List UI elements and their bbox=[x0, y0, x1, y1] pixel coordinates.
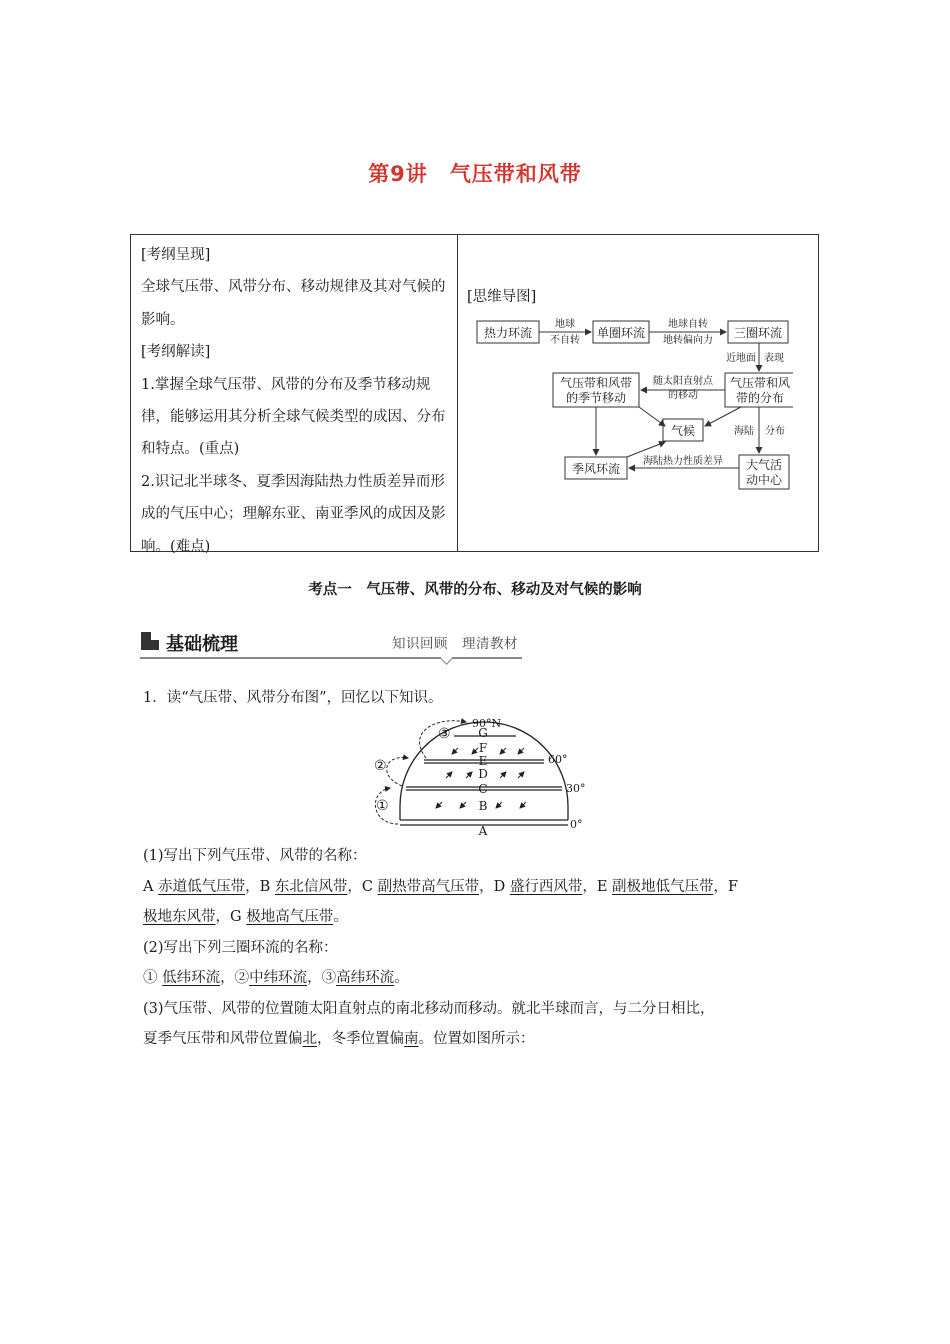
belt-label-G: G bbox=[478, 726, 488, 740]
answers-cells-line bbox=[143, 963, 823, 994]
p3-text-b: ，冬季位置偏 bbox=[317, 1031, 404, 1047]
wind-arrow bbox=[466, 772, 472, 778]
pressure-belt-diagram bbox=[366, 712, 596, 837]
tag-interpretation: [考纲解读] bbox=[141, 344, 211, 361]
mm-sea-land: 海陆 bbox=[734, 426, 754, 437]
belt-label-A: A bbox=[478, 824, 488, 837]
mm-earth-rotation: 地球自转 bbox=[668, 319, 708, 330]
mm-belts-1: 气压带和风 bbox=[729, 376, 791, 390]
prefix-C: ，C bbox=[347, 878, 378, 895]
mindmap-tag: [思维导图] bbox=[467, 289, 537, 305]
tag-presentation: [考纲呈现] bbox=[141, 247, 211, 263]
wind-arrow bbox=[520, 802, 526, 808]
prefix-c1: ① bbox=[143, 970, 163, 986]
jichu-banner bbox=[140, 628, 522, 660]
lecture-topic: 气压带和风带 bbox=[449, 162, 582, 186]
arrow-belts-climate bbox=[705, 407, 741, 426]
wind-arrow bbox=[452, 748, 458, 754]
answers-belts-line-1 bbox=[143, 872, 823, 903]
answer-B: 东北信风带 bbox=[274, 878, 348, 895]
prefix-E: ，E bbox=[582, 878, 613, 895]
prefix-c2: ，② bbox=[220, 970, 250, 986]
banner-underline bbox=[140, 657, 522, 659]
section-heading: 考点一 气压带、风带的分布、移动及对气候的影响 bbox=[308, 582, 642, 598]
mm-manifest: 表现 bbox=[764, 353, 784, 364]
wind-arrow bbox=[518, 748, 524, 754]
banner-title: 基础梳理 bbox=[166, 634, 238, 655]
mm-distribution: 分布 bbox=[765, 426, 785, 437]
mm-single: 单圈环流 bbox=[596, 326, 646, 340]
lat-30: 30° bbox=[566, 782, 586, 795]
answer-south: 南 bbox=[404, 1031, 419, 1047]
mm-seasonal-2: 的季节移动 bbox=[565, 391, 627, 405]
wind-arrow bbox=[496, 802, 502, 808]
mm-thermal: 热力环流 bbox=[483, 326, 533, 340]
wind-arrow bbox=[518, 772, 524, 778]
outline-left-column bbox=[141, 239, 447, 563]
cell-1-label: ① bbox=[376, 798, 389, 814]
period: 。 bbox=[333, 909, 348, 925]
period-2: 。 bbox=[394, 970, 409, 986]
mm-monsoon: 季风环流 bbox=[571, 462, 621, 476]
prefix-A: A bbox=[143, 878, 159, 895]
belt-label-C: C bbox=[478, 782, 488, 796]
mm-center-1: 大气活 bbox=[745, 458, 783, 472]
mm-climate: 气候 bbox=[670, 424, 696, 438]
lat-0: 0° bbox=[570, 818, 583, 831]
prefix-F: ，F bbox=[713, 878, 739, 895]
wind-arrow bbox=[500, 772, 506, 778]
wind-arrow bbox=[460, 802, 466, 808]
answer-E: 副极地低气压带 bbox=[612, 878, 714, 895]
outline-table bbox=[130, 234, 819, 555]
banner-square-notch bbox=[151, 632, 159, 640]
answer-F: 极地东风带 bbox=[143, 909, 216, 925]
answer-c3: 高纬环流 bbox=[336, 970, 395, 986]
arrow-seasonal-climate bbox=[639, 407, 665, 426]
belt-label-E: E bbox=[478, 754, 488, 768]
mm-follow-2: 的移动 bbox=[668, 390, 698, 401]
mind-map bbox=[463, 311, 793, 491]
mm-earth: 地球 bbox=[555, 319, 575, 330]
wind-arrow bbox=[500, 748, 506, 754]
page-title bbox=[0, 158, 950, 188]
banner-subtitle: 知识回顾 理清教材 bbox=[392, 636, 518, 652]
interpretation-point-1: 1.掌握全球气压带、风带的分布及季节移动规律，能够运用其分析全球气候类型的成因、分布和特点。(重点) bbox=[141, 376, 446, 458]
cell-2-label: ② bbox=[374, 758, 387, 774]
answer-C: 副热带高气压带 bbox=[377, 878, 480, 895]
banner-notch bbox=[440, 652, 453, 665]
prefix-G: ，G bbox=[215, 909, 247, 925]
answers-heading-2: (2)写出下列三圈环流的名称： bbox=[143, 939, 338, 956]
answers-p3-line-2 bbox=[143, 1024, 823, 1055]
mm-no-rotation: 不自转 bbox=[550, 335, 580, 346]
prefix-c3: ，③ bbox=[307, 970, 337, 986]
belt-label-D: D bbox=[478, 767, 488, 781]
mm-deflection: 地转偏向力 bbox=[663, 335, 713, 346]
lat-90: 90°N bbox=[472, 717, 502, 730]
answers-p3-line-1: (3)气压带、风带的位置随太阳直射点的南北移动而移动。就北半球而言，与二分日相比， bbox=[143, 1000, 715, 1017]
answer-c2: 中纬环流 bbox=[249, 970, 308, 986]
prefix-B: ，B bbox=[245, 878, 275, 895]
answer-north: 北 bbox=[302, 1031, 317, 1047]
question-1: 1．读“气压带、风带分布图”，回忆以下知识。 bbox=[143, 690, 443, 706]
mm-near-ground: 近地面 bbox=[726, 353, 756, 364]
answers-heading-1: (1)写出下列气压带、风带的名称： bbox=[143, 848, 367, 864]
answer-G: 极地高气压带 bbox=[246, 909, 334, 925]
mm-center-2: 动中心 bbox=[745, 473, 783, 487]
lecture-number: 第9讲 bbox=[368, 162, 428, 186]
mm-belts-2: 带的分布 bbox=[735, 391, 785, 405]
wind-arrow bbox=[472, 748, 478, 754]
table-divider bbox=[457, 235, 458, 551]
answer-A: 赤道低气压带 bbox=[158, 878, 246, 895]
mm-seasonal-1: 气压带和风带 bbox=[559, 376, 633, 390]
prefix-D: ，D bbox=[479, 878, 510, 895]
answer-D: 盛行西风带 bbox=[509, 878, 583, 895]
p3-text-a: 夏季气压带和风带位置偏 bbox=[143, 1031, 303, 1047]
p3-text-c: 。位置如图所示： bbox=[418, 1031, 535, 1047]
presentation-text: 全球气压带、风带分布、移动规律及其对气候的影响。 bbox=[141, 279, 446, 328]
belt-label-F: F bbox=[478, 741, 488, 755]
belt-label-B: B bbox=[478, 799, 488, 813]
lat-60: 60° bbox=[548, 753, 568, 766]
cell-2-loop bbox=[387, 758, 408, 786]
wind-arrow bbox=[436, 802, 442, 808]
answers-body bbox=[143, 841, 823, 1055]
answers-belts-line-2 bbox=[143, 902, 823, 933]
cell-3-label: ③ bbox=[438, 726, 451, 742]
wind-arrow bbox=[446, 772, 452, 778]
mm-thermal-diff: 海陆热力性质差异 bbox=[643, 456, 723, 467]
arrow-monsoon-climate bbox=[627, 442, 665, 457]
mm-follow-1: 随太阳直射点 bbox=[653, 376, 713, 387]
answer-c1: 低纬环流 bbox=[162, 970, 221, 986]
interpretation-point-2: 2.识记北半球冬、夏季因海陆热力性质差异而形成的气压中心；理解东亚、南亚季风的成因及影响。(难点) bbox=[141, 473, 446, 555]
mm-three: 三圈环流 bbox=[733, 326, 783, 340]
